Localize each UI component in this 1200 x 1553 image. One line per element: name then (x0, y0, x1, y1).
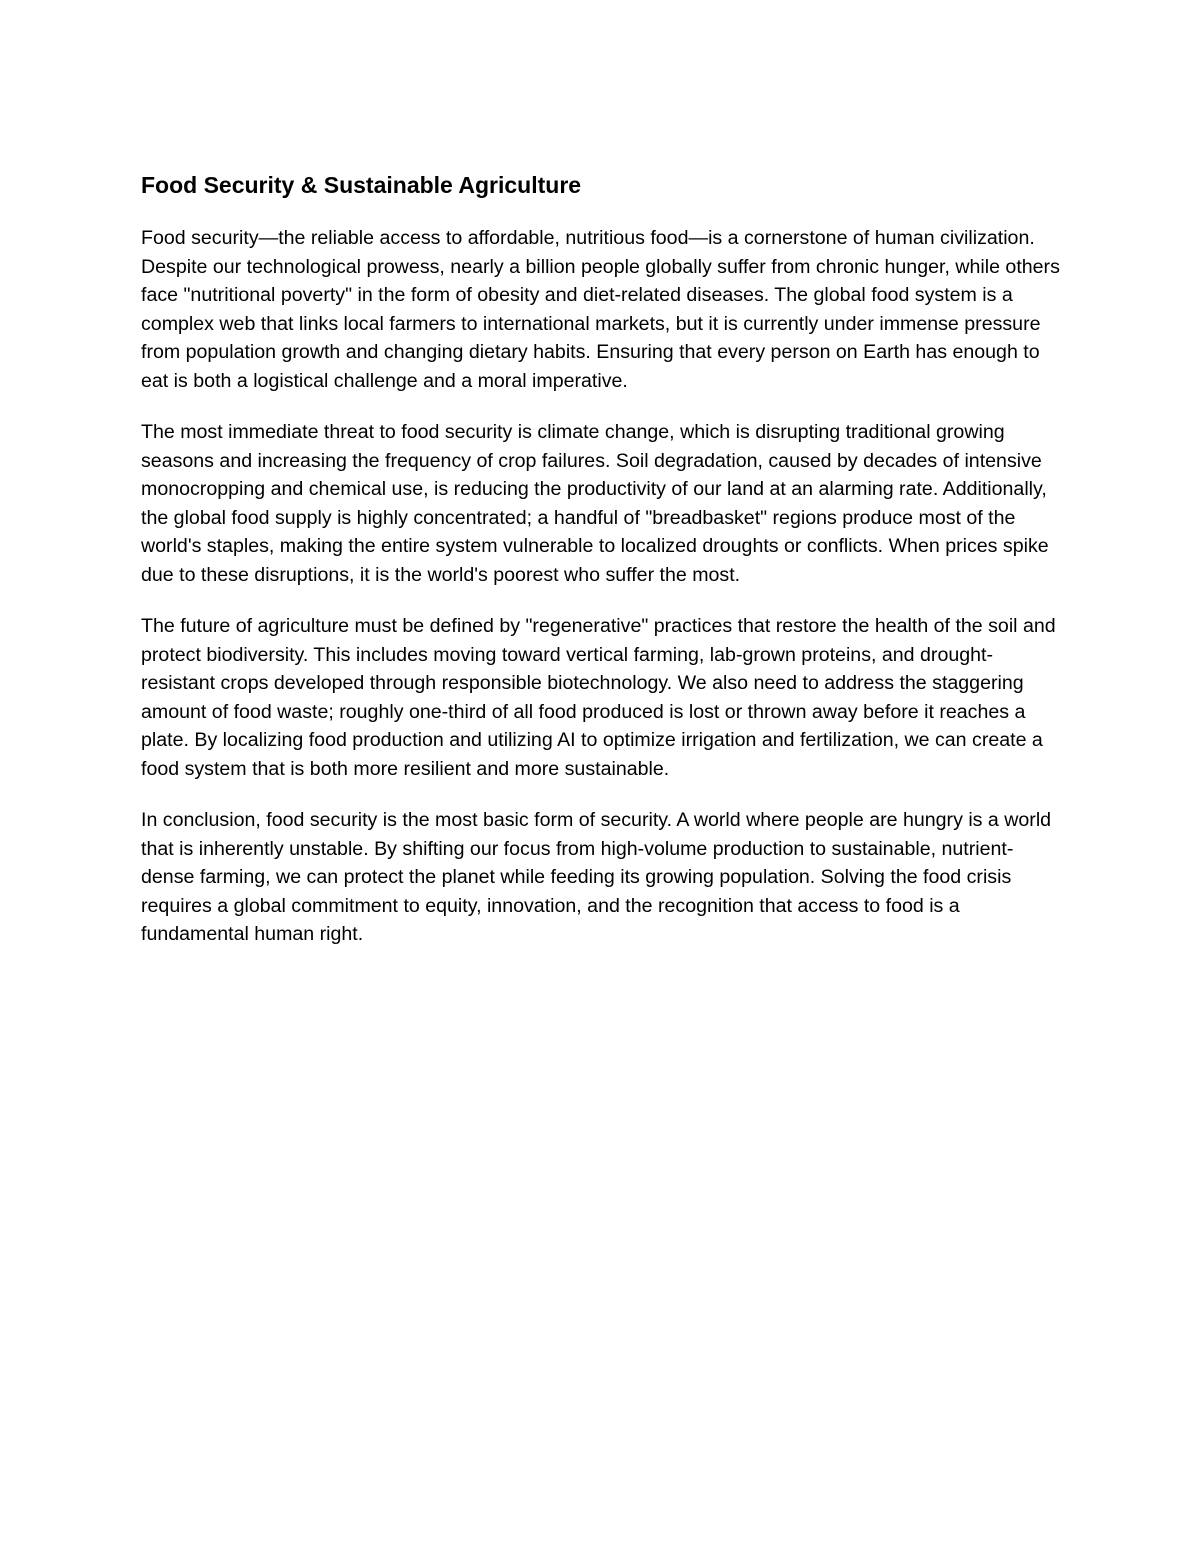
document-body (141, 168, 1061, 972)
paragraph-intro: Food security—the reliable access to affordable, nutritious food—is a cornerstone of human civilization. Despite our technological prowess, nearly a billion people globally suffer from chronic hunger, while others face "nutritional poverty" in the form of obesity and diet-related diseases. The global food system is a complex web that links local farmers to international markets, but it is currently under immense pressure from population growth and changing dietary habits. Ensuring that every person on Earth has enough to eat is both a logistical challenge and a moral imperative. (141, 227, 1060, 392)
paragraph-future: The future of agriculture must be defined by "regenerative" practices that restore the health of the soil and protect biodiversity. This includes moving toward vertical farming, lab-grown proteins, and drought-resistant crops developed through responsible biotechnology. We also need to address the staggering amount of food waste; roughly one-third of all food produced is lost or thrown away before it reaches a plate. By localizing food production and utilizing AI to optimize irrigation and fertilization, we can create a food system that is both more resilient and more sustainable. (141, 615, 1056, 780)
paragraph-conclusion: In conclusion, food security is the most basic form of security. A world where people are hungry is a world that is inherently unstable. By shifting our focus from high-volume production to sustainable, nutrient-dense farming, we can protect the planet while feeding its growing population. Solving the food crisis requires a global commitment to equity, innovation, and the recognition that access to food is a fundamental human right. (141, 809, 1052, 945)
document-title: Food Security & Sustainable Agriculture (141, 172, 582, 198)
paragraph-threats: The most immediate threat to food security is climate change, which is disrupting traditional growing seasons and increasing the frequency of crop failures. Soil degradation, caused by decades of intensive monocropping and chemical use, is reducing the productivity of our land at an alarming rate. Additionally, the global food supply is highly concentrated; a handful of "breadbasket" regions produce most of the world's staples, making the entire system vulnerable to localized droughts or conflicts. When prices spike due to these disruptions, it is the world's poorest who suffer the most. (141, 421, 1049, 586)
